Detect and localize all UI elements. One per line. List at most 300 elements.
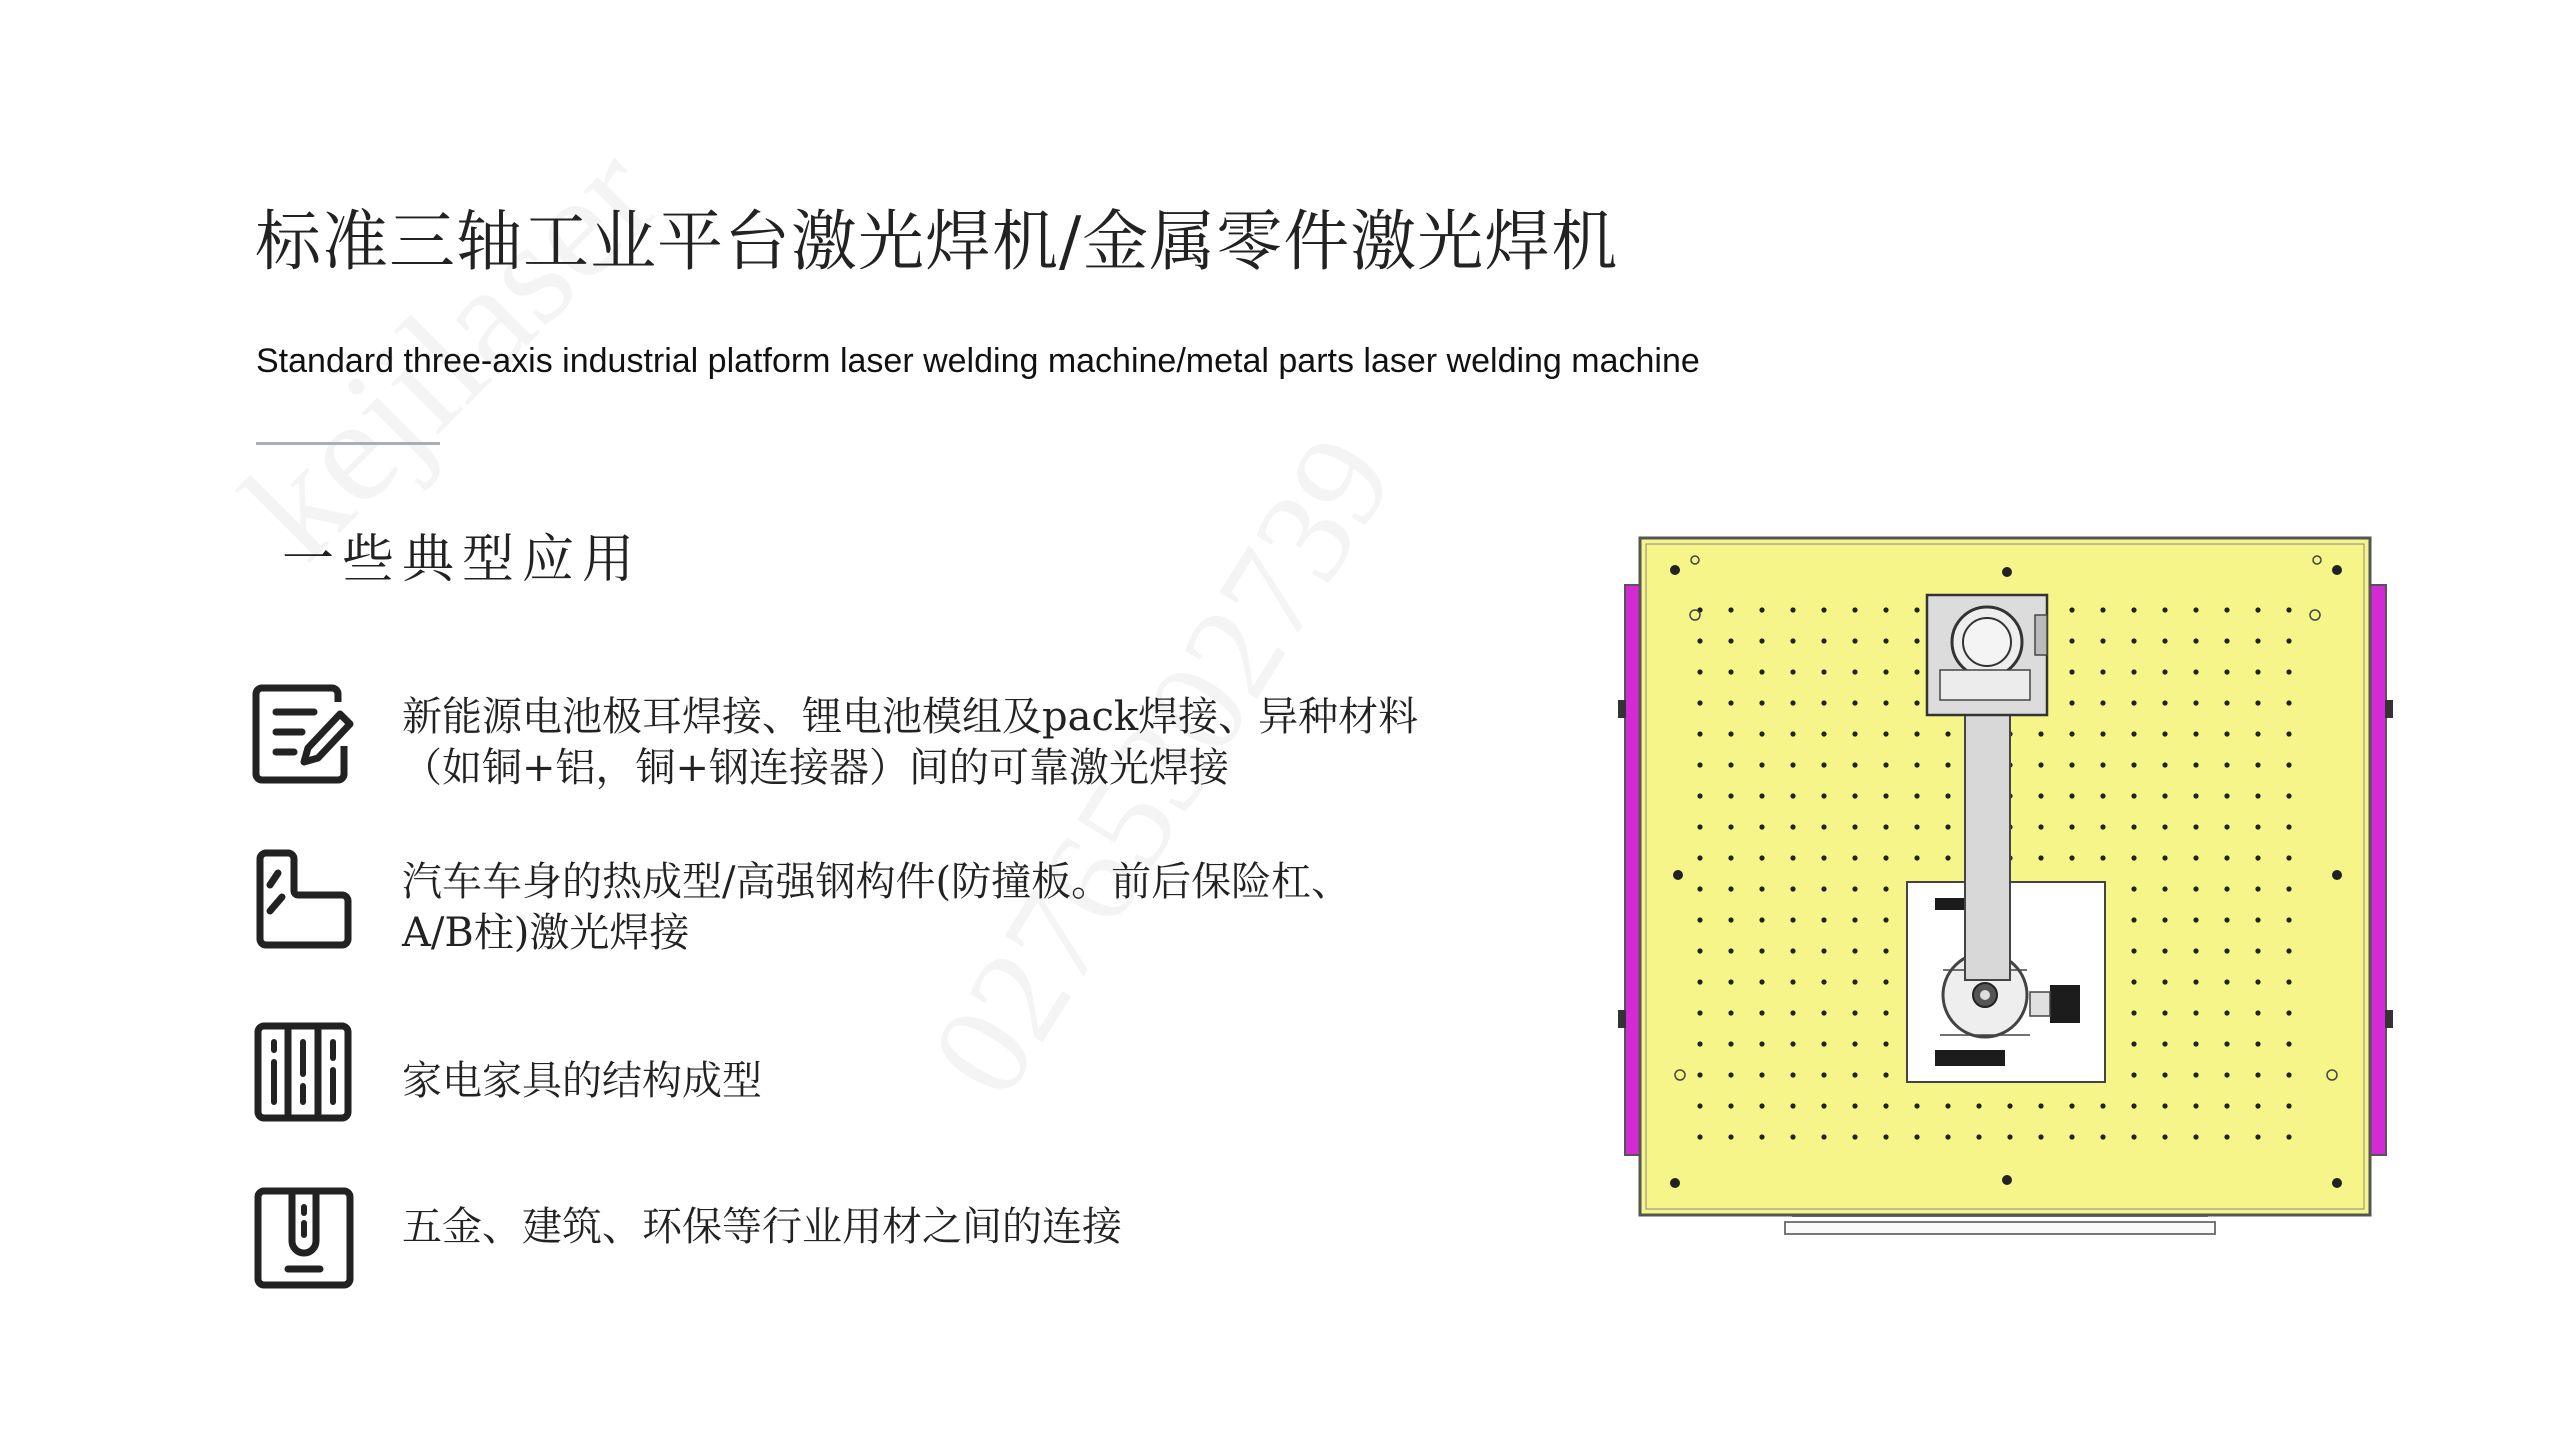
mounting-hole [1945,762,1950,767]
mounting-hole [1697,762,1702,767]
mounting-hole [2224,1134,2229,1139]
mounting-hole [1728,948,1733,953]
mounting-hole [1945,824,1950,829]
mounting-hole [2038,762,2043,767]
mounting-hole [2224,886,2229,891]
mounting-hole [2286,1072,2291,1077]
mounting-hole [1728,824,1733,829]
mounting-hole [2255,855,2260,860]
mounting-hole [1759,1072,1764,1077]
mounting-hole [2069,669,2074,674]
mounting-hole [1759,669,1764,674]
application-text-line: A/B柱)激光焊接 [402,910,690,956]
mounting-hole [1821,1010,1826,1015]
mounting-hole [2100,1103,2105,1108]
mounting-hole [1976,1103,1981,1108]
title-divider [256,442,440,445]
mounting-hole [1852,886,1857,891]
page-subtitle: Standard three-axis industrial platform laser welding machine/metal parts laser welding machine [256,342,1700,380]
mounting-hole [1883,638,1888,643]
mounting-hole [2255,638,2260,643]
mounting-hole [2162,1041,2167,1046]
mounting-hole [2193,948,2198,953]
mounting-hole [2131,669,2136,674]
mounting-hole [2193,793,2198,798]
mounting-hole [2193,700,2198,705]
mounting-hole [1759,1041,1764,1046]
mounting-hole [1728,1103,1733,1108]
mounting-hole [1821,855,1826,860]
mounting-hole [1759,1010,1764,1015]
mounting-hole [1697,1041,1702,1046]
mounting-hole [1821,669,1826,674]
mounting-hole [2131,638,2136,643]
mounting-hole [2193,607,2198,612]
mounting-hole [2038,1134,2043,1139]
mounting-hole [2193,669,2198,674]
mounting-hole [1945,1134,1950,1139]
mounting-hole [2162,793,2167,798]
machine-top-view-drawing [1610,530,2400,1250]
mounting-hole [1759,700,1764,705]
mounting-hole [2007,1103,2012,1108]
mounting-hole [2069,731,2074,736]
mounting-hole [2286,1041,2291,1046]
mounting-hole [2131,607,2136,612]
mounting-hole [1790,669,1795,674]
mounting-hole [2162,762,2167,767]
mounting-hole [2069,1103,2074,1108]
mounting-hole [2131,793,2136,798]
mounting-hole [2255,669,2260,674]
mounting-hole [2100,638,2105,643]
application-text-line: （如铜+铝，铜+钢连接器）间的可靠激光焊接 [402,745,1230,791]
mounting-hole [2100,700,2105,705]
mounting-hole [1945,855,1950,860]
mounting-hole [2100,824,2105,829]
mounting-hole [2131,1041,2136,1046]
mounting-hole [1883,979,1888,984]
mounting-hole [1883,1103,1888,1108]
mounting-hole [1697,824,1702,829]
mounting-hole [2193,1041,2198,1046]
mounting-hole [1883,917,1888,922]
corner-shape-icon [252,845,356,953]
mounting-hole [2224,607,2229,612]
mounting-hole [1728,855,1733,860]
mounting-hole [1852,1134,1857,1139]
mounting-hole [2162,607,2167,612]
mounting-hole [2162,948,2167,953]
mounting-hole [2038,824,2043,829]
mounting-hole [1852,700,1857,705]
mounting-hole [2100,762,2105,767]
mounting-hole [1790,948,1795,953]
mounting-hole [1914,793,1919,798]
mounting-hole [2131,1010,2136,1015]
mounting-hole [2069,793,2074,798]
mounting-hole [2255,979,2260,984]
mounting-hole [2038,855,2043,860]
mounting-hole [2131,948,2136,953]
mounting-hole [1883,669,1888,674]
mounting-hole [2069,607,2074,612]
mounting-hole [1914,607,1919,612]
mounting-hole [1728,1072,1733,1077]
mounting-hole [2162,979,2167,984]
mounting-hole [1697,855,1702,860]
mounting-hole [1697,1010,1702,1015]
mounting-hole [2100,669,2105,674]
mounting-hole [2100,855,2105,860]
mounting-hole [1821,824,1826,829]
mounting-hole [2224,700,2229,705]
mounting-hole [1697,1072,1702,1077]
mounting-hole [2224,979,2229,984]
mounting-hole [1697,638,1702,643]
mounting-hole [2224,1041,2229,1046]
mounting-hole [1821,948,1826,953]
mounting-hole [2286,1134,2291,1139]
mounting-hole [1759,607,1764,612]
mounting-hole [2255,1010,2260,1015]
mounting-hole [1852,762,1857,767]
mounting-hole [2255,700,2260,705]
mounting-hole [1790,855,1795,860]
mounting-hole [1821,1072,1826,1077]
mounting-hole [1759,1103,1764,1108]
mounting-hole [2224,1072,2229,1077]
mounting-hole [1728,607,1733,612]
mounting-hole [1914,855,1919,860]
mounting-hole [1883,1010,1888,1015]
section-heading: 一些典型应用 [282,530,643,590]
mounting-hole [1728,762,1733,767]
mounting-hole [2162,1134,2167,1139]
mounting-hole [1852,1010,1857,1015]
mounting-hole [1697,669,1702,674]
mounting-hole [1883,607,1888,612]
mounting-hole [1759,638,1764,643]
mounting-hole [2162,669,2167,674]
mounting-hole [1759,1134,1764,1139]
mounting-hole [2255,824,2260,829]
mounting-hole [2255,793,2260,798]
mounting-hole [1914,669,1919,674]
mounting-hole [2193,855,2198,860]
mounting-hole [2255,917,2260,922]
mounting-hole [1883,948,1888,953]
mounting-hole [2193,1134,2198,1139]
mounting-hole [1759,762,1764,767]
mounting-hole [2162,824,2167,829]
mounting-hole [2131,979,2136,984]
mounting-hole [2286,1103,2291,1108]
mounting-hole [1728,1010,1733,1015]
mounting-hole [1821,1103,1826,1108]
mounting-hole [1821,607,1826,612]
mounting-hole [1790,886,1795,891]
mounting-hole [2255,886,2260,891]
mounting-hole [2193,1072,2198,1077]
mounting-hole [1728,793,1733,798]
mounting-hole [2162,886,2167,891]
mounting-hole [2069,638,2074,643]
mounting-hole [1790,700,1795,705]
edit-document-icon [252,680,356,788]
mounting-hole [2286,793,2291,798]
mounting-hole [1759,886,1764,891]
mounting-hole [1790,638,1795,643]
page-title: 标准三轴工业平台激光焊机/金属零件激光焊机 [255,203,1619,280]
mounting-hole [2286,948,2291,953]
mounting-hole [1790,979,1795,984]
mounting-hole [2193,979,2198,984]
mounting-hole [1759,917,1764,922]
mounting-hole [1697,979,1702,984]
mounting-hole [1759,855,1764,860]
mounting-hole [1883,793,1888,798]
mounting-hole [2131,700,2136,705]
mounting-hole [1697,917,1702,922]
mounting-hole [2069,855,2074,860]
mounting-hole [2038,731,2043,736]
mounting-hole [1790,824,1795,829]
mounting-hole [1821,700,1826,705]
mounting-hole [1883,762,1888,767]
mounting-hole [1852,731,1857,736]
mounting-hole [2224,855,2229,860]
side-rail-right [2370,585,2386,1155]
mounting-hole [1945,731,1950,736]
mounting-hole [2162,917,2167,922]
mounting-hole [1759,824,1764,829]
mounting-hole [2224,793,2229,798]
mounting-hole [1852,1103,1857,1108]
mounting-hole [2193,638,2198,643]
mounting-hole [1852,793,1857,798]
mounting-hole [1852,1041,1857,1046]
mounting-hole [1883,824,1888,829]
mounting-hole [2224,948,2229,953]
mounting-hole [2069,1134,2074,1139]
mounting-hole [2162,1072,2167,1077]
mounting-hole [1790,1103,1795,1108]
mounting-hole [2100,1134,2105,1139]
mounting-hole [2286,607,2291,612]
mounting-hole [1883,700,1888,705]
mounting-hole [1790,731,1795,736]
mounting-hole [2286,638,2291,643]
mounting-hole [2255,1134,2260,1139]
mounting-hole [1883,731,1888,736]
mounting-hole [2224,917,2229,922]
mounting-hole [1697,793,1702,798]
mounting-hole [1852,669,1857,674]
mounting-hole [2193,1103,2198,1108]
mounting-hole [1852,1072,1857,1077]
mounting-hole [2162,731,2167,736]
mounting-hole [1821,1134,1826,1139]
mounting-hole [1697,1103,1702,1108]
mounting-hole [1697,1134,1702,1139]
mounting-hole [1697,700,1702,705]
application-text-line: 新能源电池极耳焊接、锂电池模组及pack焊接、异种材料 [402,694,1419,740]
mounting-hole [2224,824,2229,829]
mounting-hole [1728,700,1733,705]
mounting-hole [1914,762,1919,767]
mounting-hole [2100,731,2105,736]
mounting-hole [2224,669,2229,674]
mounting-hole [1883,855,1888,860]
mounting-hole [1728,731,1733,736]
mounting-hole [2224,638,2229,643]
mounting-hole [2131,1103,2136,1108]
application-text-line: 汽车车身的热成型/高强钢构件(防撞板。前后保险杠、 [402,859,1352,905]
mounting-hole [1852,638,1857,643]
mounting-hole [1883,886,1888,891]
mounting-hole [2100,607,2105,612]
mounting-hole [1728,638,1733,643]
mounting-hole [1821,762,1826,767]
mounting-hole [2255,1103,2260,1108]
mounting-hole [2193,762,2198,767]
mounting-hole [2255,731,2260,736]
mounting-hole [2131,731,2136,736]
mounting-hole [2193,731,2198,736]
tower-block-icon [252,1185,356,1293]
mounting-hole [1852,607,1857,612]
mounting-hole [1759,731,1764,736]
mounting-hole [2286,979,2291,984]
mounting-hole [1945,793,1950,798]
mounting-hole [2286,824,2291,829]
mounting-hole [1883,1041,1888,1046]
mounting-hole [2131,855,2136,860]
mounting-hole [1728,917,1733,922]
mounting-hole [1759,948,1764,953]
mounting-hole [1790,917,1795,922]
mounting-hole [2162,1103,2167,1108]
mounting-hole [1790,1134,1795,1139]
mounting-hole [2255,1041,2260,1046]
mounting-hole [1728,1041,1733,1046]
mounting-hole [1728,669,1733,674]
mounting-hole [1790,793,1795,798]
mounting-hole [2069,824,2074,829]
mounting-hole [1945,1103,1950,1108]
mounting-hole [1914,824,1919,829]
mounting-hole [2286,886,2291,891]
mounting-hole [2162,1010,2167,1015]
mounting-hole [2193,917,2198,922]
mounting-hole [1883,1072,1888,1077]
mounting-hole [1976,1134,1981,1139]
mounting-hole [1914,1134,1919,1139]
mounting-hole [2193,824,2198,829]
mounting-hole [2224,1010,2229,1015]
bars-columns-icon [252,1020,356,1128]
mounting-hole [2255,762,2260,767]
mounting-hole [2038,793,2043,798]
mounting-hole [1821,1041,1826,1046]
mounting-hole [1852,979,1857,984]
mounting-hole [1821,886,1826,891]
mounting-hole [2286,1010,2291,1015]
mounting-hole [2286,762,2291,767]
mounting-hole [2069,700,2074,705]
mounting-hole [1821,793,1826,798]
mounting-hole [2131,824,2136,829]
mounting-hole [1852,824,1857,829]
mounting-hole [1790,762,1795,767]
mounting-hole [1790,607,1795,612]
mounting-hole [2224,731,2229,736]
mounting-hole [1914,700,1919,705]
mounting-hole [2224,1103,2229,1108]
mounting-hole [2286,700,2291,705]
application-text-line: 家电家具的结构成型 [402,1058,762,1104]
mounting-hole [2007,1134,2012,1139]
application-text-line: 五金、建筑、环保等行业用材之间的连接 [402,1204,1122,1250]
mounting-hole [1728,886,1733,891]
mounting-hole [1821,917,1826,922]
mounting-hole [2131,886,2136,891]
mounting-hole [2100,793,2105,798]
mounting-hole [2286,917,2291,922]
mounting-hole [2162,855,2167,860]
mounting-hole [2131,762,2136,767]
mounting-hole [1914,638,1919,643]
mounting-hole [2255,948,2260,953]
mounting-hole [2255,607,2260,612]
mounting-hole [1914,731,1919,736]
mounting-hole [2038,1103,2043,1108]
mounting-hole [1821,731,1826,736]
mounting-hole [2286,731,2291,736]
mounting-hole [1728,979,1733,984]
mounting-hole [2255,1072,2260,1077]
mounting-hole [2286,669,2291,674]
mounting-hole [2162,700,2167,705]
mounting-hole [2286,855,2291,860]
mounting-hole [2224,762,2229,767]
mounting-hole [1790,1041,1795,1046]
mounting-hole [1883,1134,1888,1139]
mounting-hole [1697,886,1702,891]
mounting-hole [2131,1134,2136,1139]
mounting-hole [1852,948,1857,953]
mounting-hole [1790,1010,1795,1015]
mounting-hole [2193,1010,2198,1015]
mounting-hole [1697,731,1702,736]
mounting-hole [1852,917,1857,922]
mounting-hole [1759,793,1764,798]
mounting-hole [1821,638,1826,643]
mounting-hole [2131,1072,2136,1077]
mounting-hole [2131,917,2136,922]
mounting-hole [1790,1072,1795,1077]
mounting-hole [1852,855,1857,860]
mounting-hole [2162,638,2167,643]
mounting-hole [2193,886,2198,891]
mounting-hole [1821,979,1826,984]
mounting-hole [1914,1103,1919,1108]
mounting-hole [1728,1134,1733,1139]
mounting-hole [1759,979,1764,984]
mounting-hole [1697,948,1702,953]
mounting-hole [2069,762,2074,767]
